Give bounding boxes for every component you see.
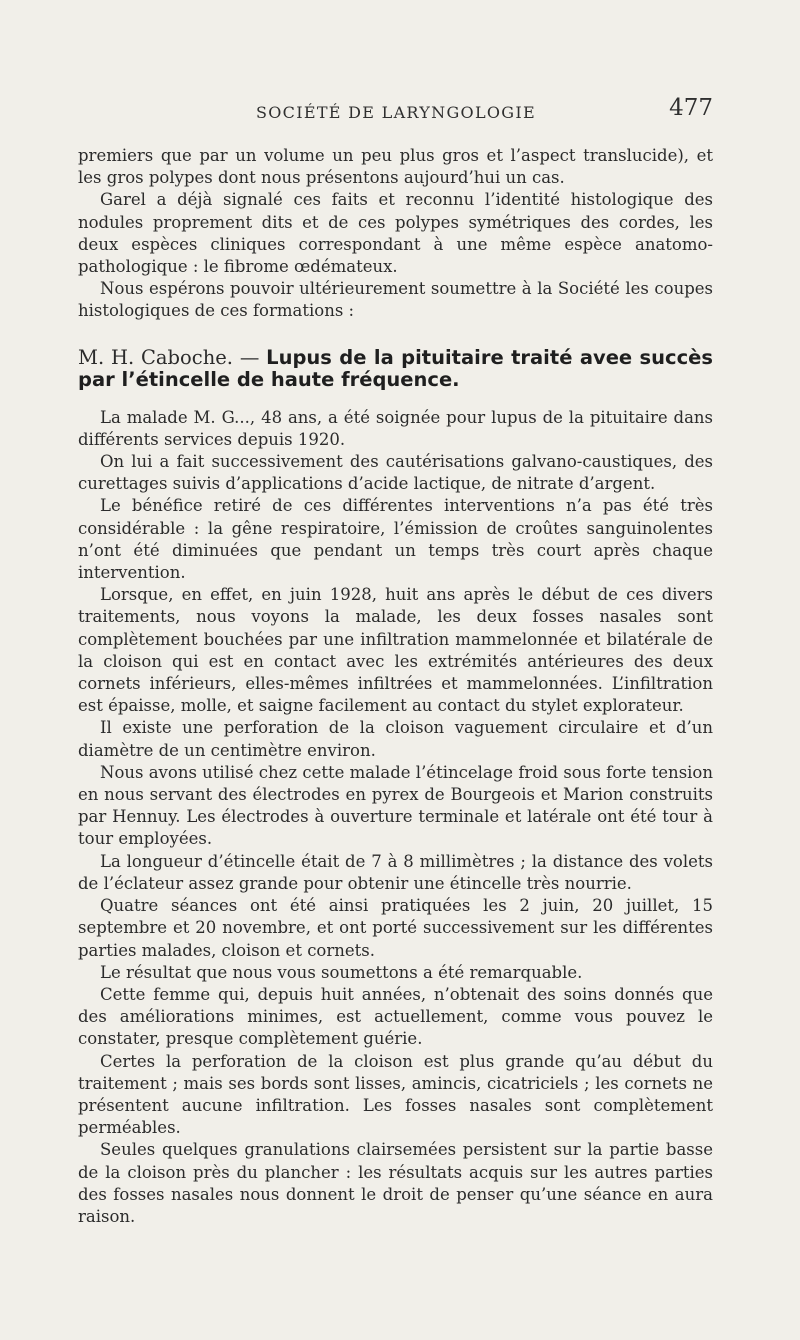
paragraph: Lorsque, en effet, en juin 1928, huit ans après le début de ces divers traitements, nous voyons la malade, les deux fosses nasales sont complètement bouchées par une infiltration mammelonnée et bilatérale de la cloison qui est en contact avec les extrémités antérieures des deux cornets inférieurs, elles-mêmes infiltrées et mammelonnées. L’infiltration est épaisse, molle, et saigne facilement au contact du stylet explorateur. [78,585,713,716]
page-content [78,145,713,1228]
paragraph: On lui a fait successivement des cautérisations galvano-caustiques, des curettages suivis d’applications d’acide lactique, de nitrate d’argent. [78,452,713,494]
article-author: M. H. Caboche. [78,345,233,369]
paragraph: Seules quelques granulations clairsemées persistent sur la partie basse de la cloison près du plancher : les résultats acquis sur les autres parties des fosses nasales nous donnent le droit de penser qu’une séance en aura raison. [78,1140,713,1226]
paragraph: Cette femme qui, depuis huit années, n’obtenait des soins donnés que des améliorations minimes, est actuellement, comme vous pouvez le constater, presque complètement guérie. [78,984,713,1049]
article-title: Lupus de la pituitaire traité avee succès par l’étincelle de haute fréquence. [78,345,713,391]
paragraph: Quatre séances ont été ainsi pratiquées les 2 juin, 20 juillet, 15 septembre et 20 novembre, et ont porté successivement sur les différentes parties malades, cloison et cornets. [78,896,713,960]
page-header [78,95,713,135]
paragraph: Nous espérons pouvoir ultérieurement soumettre à la Société les coupes histologiques de ces formations : [78,279,713,321]
paragraph: La malade M. G..., 48 ans, a été soignée pour lupus de la pituitaire dans différents services depuis 1920. [78,407,713,449]
paragraph: Il existe une perforation de la cloison vaguement circulaire et d’un diamètre de un centimètre environ. [78,718,713,760]
paragraph-continued: premiers que par un volume un peu plus gros et l’aspect translucide), et les gros polypes dont nous présentons aujourd’hui un cas. [78,146,713,188]
page-number: 477 [669,95,713,121]
paragraph: Garel a déjà signalé ces faits et reconnu l’identité histologique des nodules proprement dits et de ces polypes symétriques des cordes, les deux espèces cliniques correspondant à une même espèce anatomo-pathologique : le fibrome œdémateux. [78,190,713,277]
title-separator: — [233,345,267,369]
paragraph: Certes la perforation de la cloison est plus grande qu’au début du traitement ; mais ses bords sont lisses, amincis, cicatriciels ; les cornets ne présentent aucune infiltration. Les fosses nasales sont complètement perméables. [78,1051,713,1138]
paragraph: La longueur d’étincelle était de 7 à 8 millimètres ; la distance des volets de l’éclateur assez grande pour obtenir une étincelle très nourrie. [78,851,713,893]
article-heading [78,347,713,391]
paragraph: Le résultat que nous vous soumettons a été remarquable. [100,962,583,982]
paragraph: Le bénéfice retiré de ces différentes interventions n’a pas été très considérable : la gêne respiratoire, l’émission de croûtes sanguinolentes n’ont été diminuées que pendant un temps très court après chaque intervention. [78,496,713,583]
running-head: SOCIÉTÉ DE LARYNGOLOGIE [256,103,536,122]
paragraph: Nous avons utilisé chez cette malade l’étincelage froid sous forte tension en nous servant des électrodes en pyrex de Bourgeois et Marion construits par Hennuy. Les électrodes à ouverture terminale et latérale ont été tour à tour employées. [78,762,713,849]
